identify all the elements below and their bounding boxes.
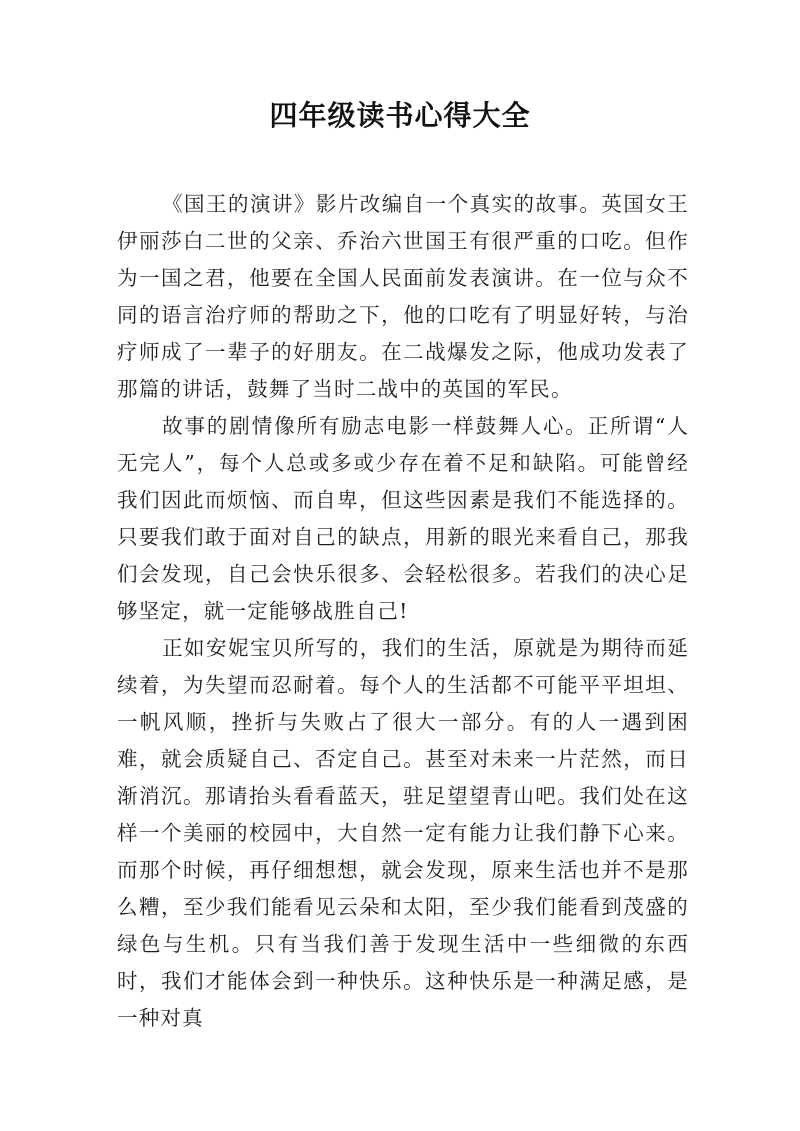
document-body <box>117 186 689 1037</box>
document-title: 四年级读书心得大全 <box>269 99 531 132</box>
paragraph-1: 《国王的演讲》影片改编自一个真实的故事。英国女王伊丽莎白二世的父亲、乔治六世国王有很严重的口吃。但作为一国之君，他要在全国人民面前发表演讲。在一位与众不同的语言治疗师的帮助之下，他的口吃有了明显好转，与治疗师成了一辈子的好朋友。在二战爆发之际，他成功发表了那篇的讲话，鼓舞了当时二战中的英国的军民。 <box>117 192 689 401</box>
paragraph-3: 正如安妮宝贝所写的，我们的生活，原就是为期待而延续着，为失望而忍耐着。每个人的生活都不可能平平坦坦、一帆风顺，挫折与失败占了很大一部分。有的人一遇到困难，就会质疑自己、否定自己。甚至对未来一片茫然，而日渐消沉。那请抬头看看蓝天，驻足望望青山吧。我们处在这样一个美丽的校园中，大自然一定有能力让我们静下心来。而那个时候，再仔细想想，就会发现，原来生活也并不是那么糟，至少我们能看见云朵和太阳，至少我们能看到茂盛的绿色与生机。只有当我们善于发现生活中一些细微的东西时，我们才能体会到一种快乐。这种快乐是一种满足感，是一种对真 <box>117 636 689 1030</box>
paragraph-2: 故事的剧情像所有励志电影一样鼓舞人心。正所谓“人无完人”，每个人总或多或少存在着不足和缺陷。可能曾经我们因此而烦恼、而自卑，但这些因素是我们不能选择的。只要我们敢于面对自己的缺点，用新的眼光来看自己，那我们会发现，自己会快乐很多、会轻松很多。若我们的决心足够坚定，就一定能够战胜自己! <box>117 414 689 623</box>
